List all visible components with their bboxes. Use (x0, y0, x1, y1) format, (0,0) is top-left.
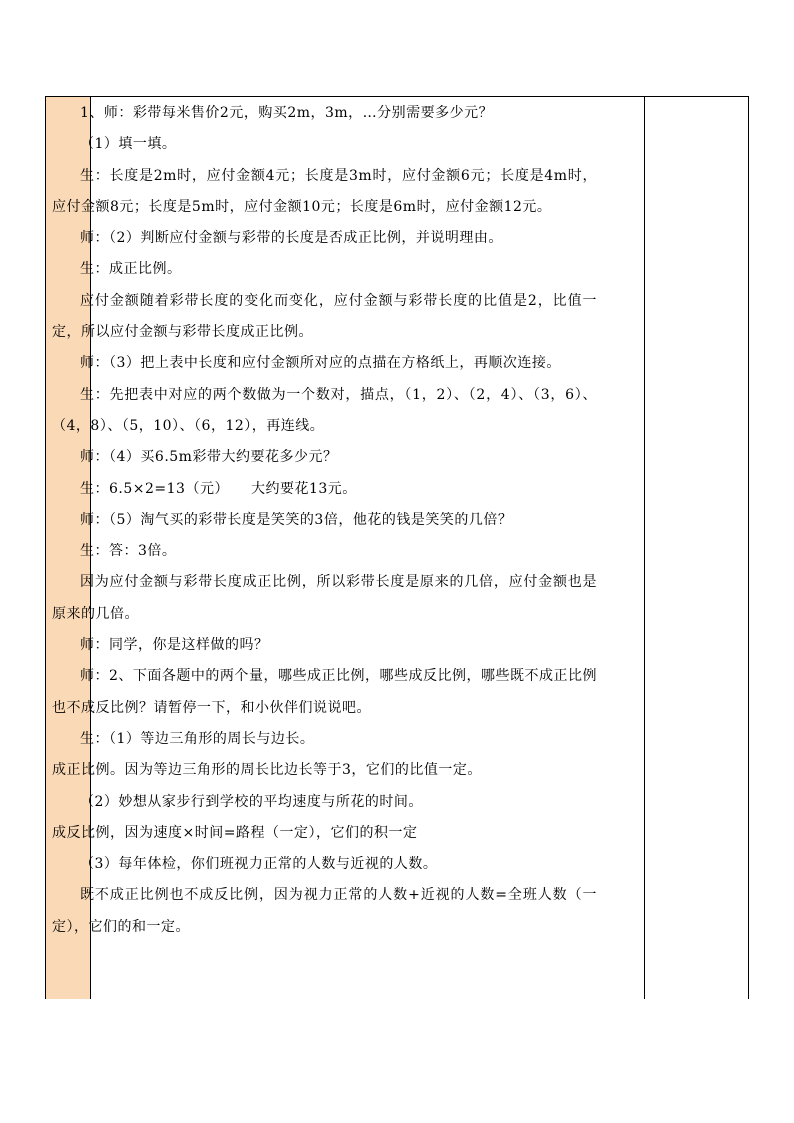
paragraph: 师：（5）淘气买的彩带长度是笑笑的3倍，他花的钱是笑笑的几倍？ (80, 511, 513, 528)
table-right-column (644, 96, 749, 999)
lesson-content (52, 98, 597, 943)
paragraph: 成反比例，因为速度×时间=路程（一定），它们的积一定 (52, 824, 418, 841)
paragraph: 师：同学，你是这样做的吗？ (80, 637, 269, 654)
paragraph: 生：（1）等边三角形的周长与边长。 (80, 730, 315, 747)
paragraph: 因为应付金额与彩带长度成正比例，所以彩带长度是原来的几倍，应付金额也是原来的几倍。 (52, 574, 597, 622)
paragraph: 生：6.5×2=13（元） 大约要花13元。 (80, 480, 357, 497)
paragraph: 既不成正比例也不成反比例，因为视力正常的人数+近视的人数=全班人数（一定），它们的和一定。 (52, 887, 597, 935)
paragraph: （2）妙想从家步行到学校的平均速度与所花的时间。 (80, 793, 423, 810)
paragraph: 师：（3）把上表中长度和应付金额所对应的点描在方格纸上，再顺次连接。 (80, 355, 561, 372)
paragraph: （1）填一填。 (80, 136, 177, 153)
paragraph: 成正比例。因为等边三角形的周长比边长等于3，它们的比值一定。 (52, 762, 482, 779)
paragraph: 生：答：3倍。 (80, 543, 177, 560)
paragraph: 生：长度是2m时，应付金额4元；长度是3m时，应付金额6元；长度是4m时，应付金额8元；长度是5m时，应付金额10元；长度是6m时，应付金额12元。 (52, 167, 597, 215)
paragraph: 生：成正比例。 (80, 261, 182, 278)
paragraph: 师：（2）判断应付金额与彩带的长度是否成正比例，并说明理由。 (80, 230, 503, 247)
paragraph: 师：2、下面各题中的两个量，哪些成正比例，哪些成反比例，哪些既不成正比例也不成反比例？请暂停一下，和小伙伴们说说吧。 (52, 668, 597, 716)
paragraph: 应付金额随着彩带长度的变化而变化，应付金额与彩带长度的比值是2，比值一定，所以应付金额与彩带长度成正比例。 (52, 292, 597, 341)
paragraph: （3）每年体检，你们班视力正常的人数与近视的人数。 (80, 856, 438, 873)
paragraph: 师：（4）买6.5m彩带大约要花多少元？ (80, 449, 338, 466)
paragraph: 1、师：彩带每米售价2元，购买2m，3m，…分别需要多少元？ (80, 105, 494, 121)
paragraph: 生：先把表中对应的两个数做为一个数对，描点，（1，2）、（2，4）、（3，6）、（4，8）、（5，10）、（6，12），再连线。 (52, 386, 597, 434)
